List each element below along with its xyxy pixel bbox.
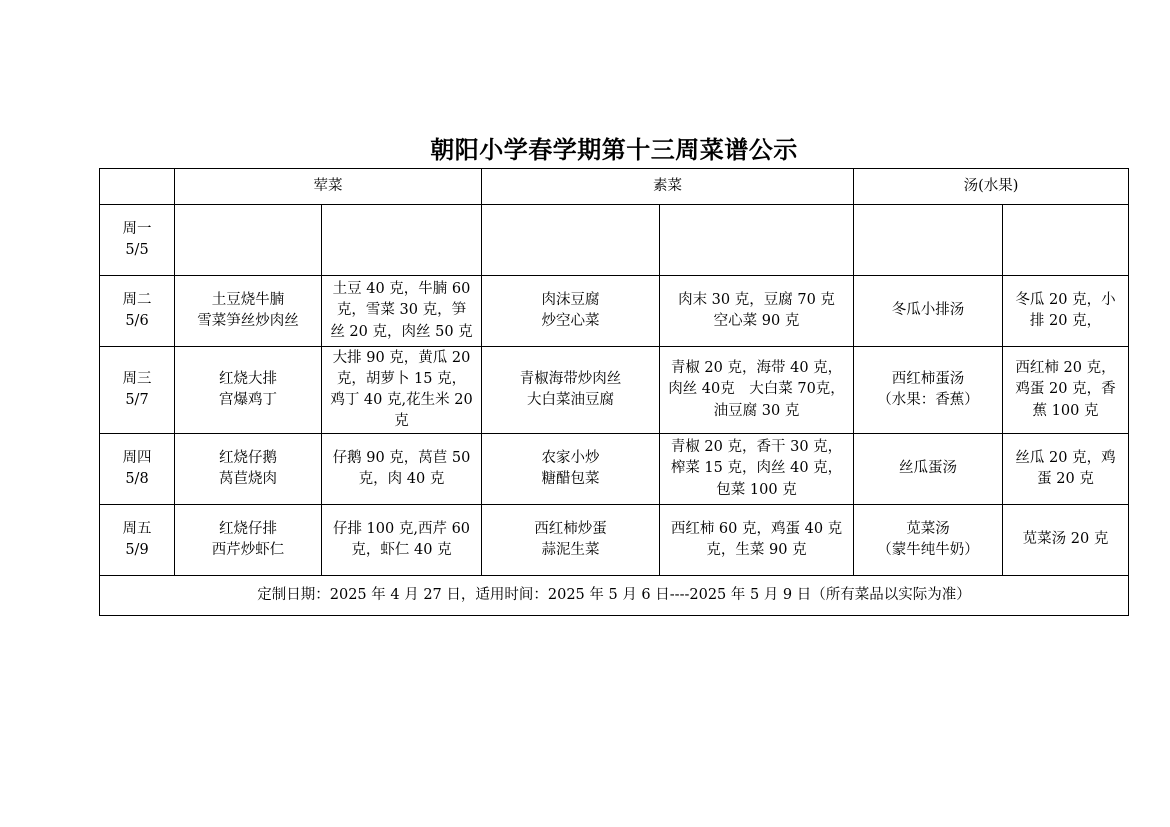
veg-dish-cell (482, 205, 660, 276)
meat-ingredients-cell: 仔排 100 克,西芹 60 克，虾仁 40 克 (322, 505, 482, 576)
meat-ingredients-cell (322, 205, 482, 276)
soup-dish-cell (854, 205, 1003, 276)
meat-dish-cell: 红烧大排 宫爆鸡丁 (175, 347, 322, 434)
header-meat: 荤菜 (175, 169, 482, 205)
meat-ingredients-cell: 大排 90 克，黄瓜 20 克，胡萝卜 15 克， 鸡丁 40 克,花生米 20 克 (322, 347, 482, 434)
meat-ingredients-cell: 仔鹅 90 克，莴苣 50 克，肉 40 克 (322, 434, 482, 505)
soup-ingredients-cell: 苋菜汤 20 克 (1003, 505, 1129, 576)
meat-dish-cell: 红烧仔排 西芹炒虾仁 (175, 505, 322, 576)
soup-ingredients-cell: 西红柿 20 克， 鸡蛋 20 克，香 蕉 100 克 (1003, 347, 1129, 434)
soup-dish-cell: 西红柿蛋汤 （水果：香蕉） (854, 347, 1003, 434)
footer-row (100, 576, 1129, 616)
day-cell: 周一 5/5 (100, 205, 175, 276)
soup-ingredients-cell (1003, 205, 1129, 276)
soup-dish-cell: 苋菜汤 （蒙牛纯牛奶） (854, 505, 1003, 576)
day-cell: 周二 5/6 (100, 276, 175, 347)
menu-table (99, 168, 1129, 616)
page-title: 朝阳小学春学期第十三周菜谱公示 (430, 136, 798, 164)
header-row (100, 169, 1129, 205)
footer-note: 定制日期：2025 年 4 月 27 日，适用时间：2025 年 5 月 6 日----2025 年 5 月 9 日（所有菜品以实际为准） (100, 576, 1129, 616)
table-row (100, 205, 1129, 276)
soup-dish-cell: 冬瓜小排汤 (854, 276, 1003, 347)
veg-dish-cell: 青椒海带炒肉丝 大白菜油豆腐 (482, 347, 660, 434)
veg-dish-cell: 西红柿炒蛋 蒜泥生菜 (482, 505, 660, 576)
day-cell: 周四 5/8 (100, 434, 175, 505)
meat-dish-cell: 土豆烧牛腩 雪菜笋丝炒肉丝 (175, 276, 322, 347)
soup-ingredients-cell: 冬瓜 20 克，小 排 20 克， (1003, 276, 1129, 347)
header-soup: 汤(水果) (854, 169, 1129, 205)
veg-ingredients-cell: 青椒 20 克，香干 30 克， 榨菜 15 克，肉丝 40 克， 包菜 100 克 (660, 434, 854, 505)
veg-dish-cell: 农家小炒 糖醋包菜 (482, 434, 660, 505)
table-row (100, 434, 1129, 505)
soup-ingredients-cell: 丝瓜 20 克，鸡 蛋 20 克 (1003, 434, 1129, 505)
header-day (100, 169, 175, 205)
table-row (100, 347, 1129, 434)
veg-ingredients-cell (660, 205, 854, 276)
veg-ingredients-cell: 肉末 30 克，豆腐 70 克 空心菜 90 克 (660, 276, 854, 347)
day-cell: 周三 5/7 (100, 347, 175, 434)
table-row (100, 276, 1129, 347)
veg-ingredients-cell: 西红柿 60 克，鸡蛋 40 克 克，生菜 90 克 (660, 505, 854, 576)
meat-dish-cell (175, 205, 322, 276)
header-veg: 素菜 (482, 169, 854, 205)
day-cell: 周五 5/9 (100, 505, 175, 576)
meat-ingredients-cell: 土豆 40 克，牛腩 60 克，雪菜 30 克，笋 丝 20 克，肉丝 50 克 (322, 276, 482, 347)
meat-dish-cell: 红烧仔鹅 莴苣烧肉 (175, 434, 322, 505)
table-row (100, 505, 1129, 576)
veg-dish-cell: 肉沫豆腐 炒空心菜 (482, 276, 660, 347)
soup-dish-cell: 丝瓜蛋汤 (854, 434, 1003, 505)
veg-ingredients-cell: 青椒 20 克，海带 40 克， 肉丝 40克 大白菜 70克， 油豆腐 30 克 (660, 347, 854, 434)
